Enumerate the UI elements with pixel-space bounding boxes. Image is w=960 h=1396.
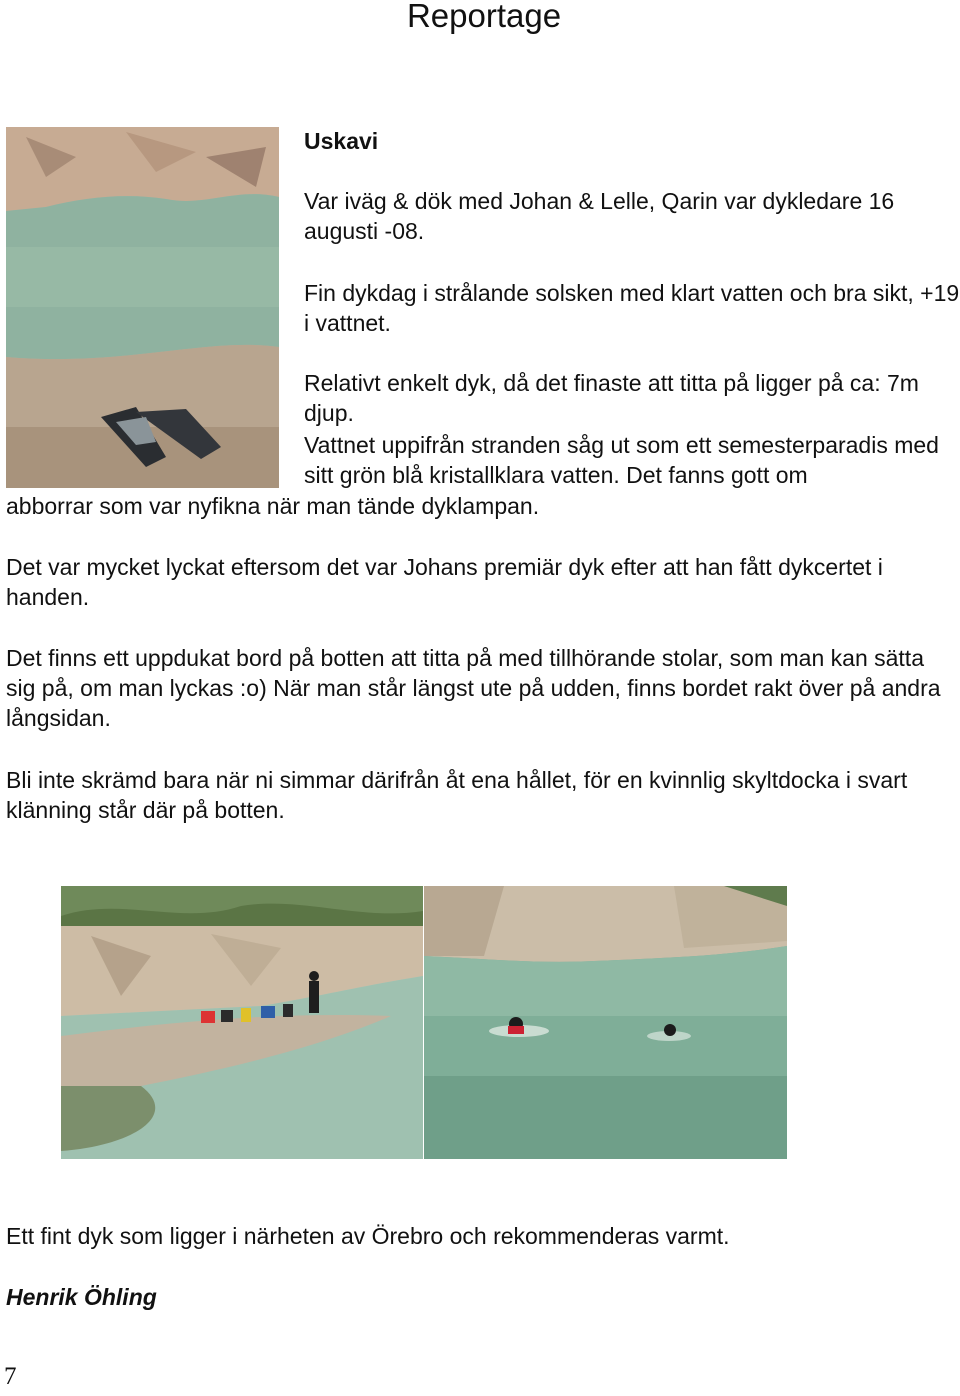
paragraph-intro: Var iväg & dök med Johan & Lelle, Qarin var dykledare 16 augusti -08. <box>304 188 895 244</box>
paragraph-water: Vattnet uppifrån stranden såg ut som ett semesterparadis med sitt grön blå kristallklara vatten. Det fanns gott om <box>304 432 939 488</box>
photo-divers-in-water <box>424 886 787 1159</box>
page-number: 7 <box>4 1363 17 1390</box>
paragraph-conditions: Fin dykdag i strålande solsken med klart vatten och bra sikt, +19 i vattnet. <box>304 280 960 336</box>
paragraph-depth: Relativt enkelt dyk, då det finaste att titta på ligger på ca: 7m djup. <box>304 370 919 426</box>
paragraph-water-tail: abborrar som var nyfikna när man tände dyklampan. <box>6 493 540 519</box>
page-title: Reportage <box>406 0 562 34</box>
paragraph-table: Det finns ett uppdukat bord på botten att titta på med tillhörande stolar, som man kan sätta sig på, om man lyckas :o) När man står längst ute på udden, finns bordet rakt över på andra långsidan. <box>6 645 941 731</box>
photo-divers-on-cliff <box>61 886 423 1159</box>
photo-fins-on-shore <box>6 127 279 488</box>
paragraph-premiere: Det var mycket lyckat eftersom det var Johans premiär dyk efter att han fått dykcertet i handen. <box>6 554 883 610</box>
paragraph-recommendation: Ett fint dyk som ligger i närheten av Örebro och rekommenderas varmt. <box>6 1223 730 1249</box>
author-name: Henrik Öhling <box>6 1284 157 1310</box>
article-heading: Uskavi <box>304 128 379 154</box>
paragraph-mannequin: Bli inte skrämd bara när ni simmar därifrån åt ena hållet, för en kvinnlig skyltdocka i svart klänning står där på botten. <box>6 767 908 823</box>
